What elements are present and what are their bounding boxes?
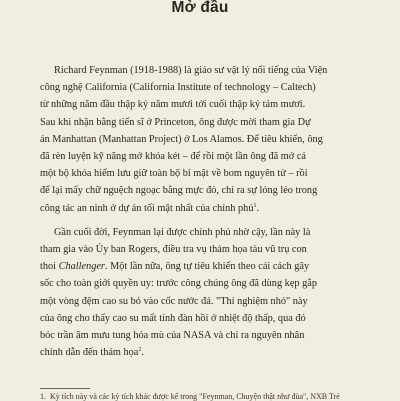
text-line: Sau khi nhận bằng tiến sĩ ở Princeton, ông được mời tham gia Dự [40, 116, 311, 128]
text-line: bóc trần âm mưu tung hỏa mù của NASA và chỉ ra nguyên nhân [40, 330, 305, 342]
text-fragment: thoi [40, 261, 57, 273]
text-line: công tác an ninh ở dự án tối mật nhất của chính phủ [40, 202, 254, 214]
footnote-number: 1. [40, 392, 46, 401]
text-line: Gần cuối đời, Feynman lại được chính phủ nhờ cậy, lần này là [54, 226, 311, 238]
text-line: một vòng đệm cao su bỏ vào cốc nước đá. "Thí nghiệm nhỏ" này [40, 295, 308, 307]
text-line-with-italic [40, 258, 362, 275]
text-line: chính dẫn đến thảm họa [40, 347, 139, 359]
footnote-text: Kỳ tích này và các kỳ tích khác được kể trong "Feynman, Chuyện thật như đùa", NXB Trẻ [50, 392, 340, 401]
text-line: một bộ khóa hiểm lưu giữ toàn bộ bí mật về bom nguyên tử – rồi [40, 168, 308, 180]
text-line: từ những năm đầu thập kỷ năm mươi tới cuối thập kỷ tám mươi. [40, 99, 306, 111]
shuttle-name: Challenger [58, 261, 105, 273]
chapter-title: Mở đầu [171, 0, 229, 16]
body-text [40, 62, 362, 361]
text-line-with-footnote: công tác an ninh ở dự án tối mật nhất của chính phủ$^1$. [40, 202, 260, 214]
footnote-divider [40, 388, 90, 389]
footnote-reference[interactable]: 2 [138, 347, 142, 354]
text-line-with-footnote: chính dẫn đến thảm họa$^2$. [40, 347, 144, 359]
text-line: của ông cho thấy cao su mất tính đàn hồi ở nhiệt độ thấp, qua đó [40, 312, 306, 324]
text-line: Richard Feynman (1918-1988) là giáo sư vật lý nổi tiếng của Viện [54, 65, 328, 76]
paragraph-1 [40, 62, 362, 217]
footnote-reference[interactable]: 1 [253, 202, 257, 209]
text-line: đã rèn luyện kỹ năng mở khóa két – để rồi một lần ông đã mở cả [40, 151, 306, 163]
text-line: công nghệ California (California Institute of technology – Caltech) [40, 82, 316, 94]
paragraph-2 [40, 224, 362, 362]
text-line: để lại mấy chữ nguệch ngoạc bằng mực đỏ, chỉ ra sự lỏng lẻo trong [40, 185, 318, 197]
text-line: sốc cho toàn giới quyền uy: trước công chúng ông đã dùng kẹp gắp [40, 278, 317, 290]
text-line: án Manhattan (Manhattan Project) ở Los Alamos. Để tiêu khiển, ông [40, 133, 323, 145]
text-line: tham gia vào Ủy ban Rogers, điều tra vụ thảm họa tàu vũ trụ con [40, 244, 307, 256]
text-fragment: . Một lần nữa, ông tự tiêu khiển theo cái cách gây [104, 261, 310, 273]
